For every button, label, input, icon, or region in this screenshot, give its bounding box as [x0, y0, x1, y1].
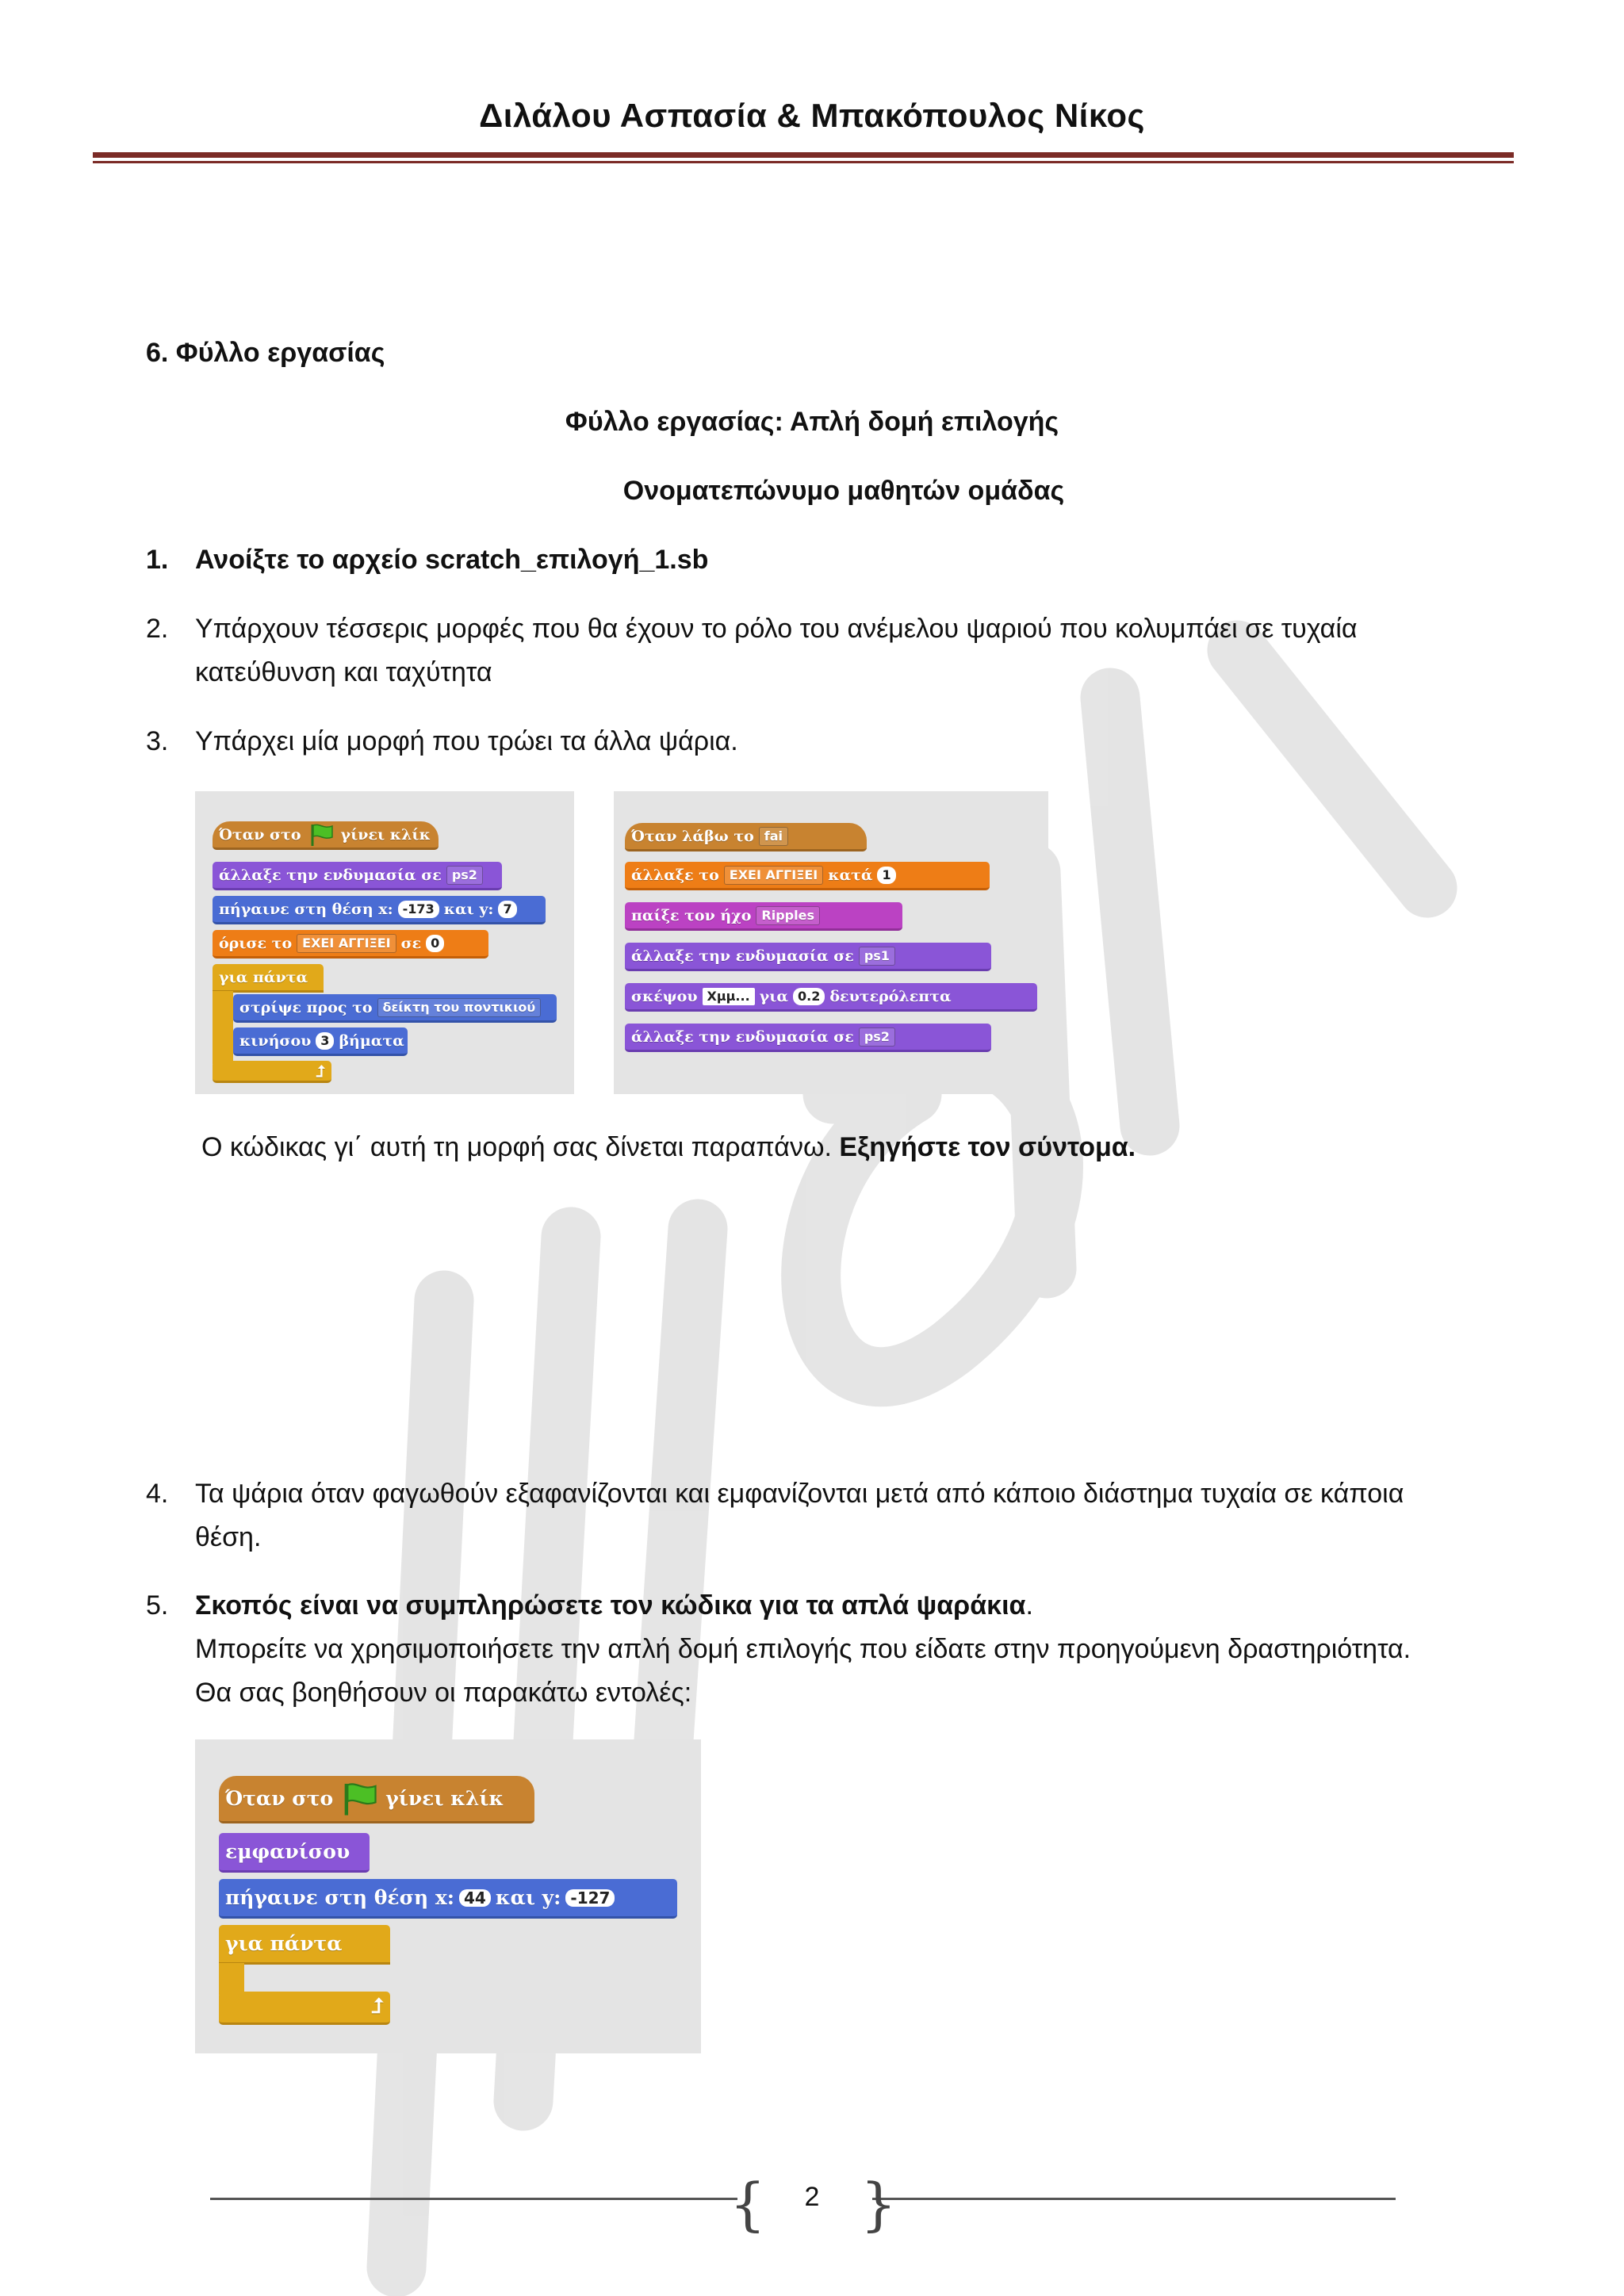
block-label: και y:: [443, 900, 494, 918]
show-block: [219, 1833, 370, 1873]
block-label: γίνει κλίκ: [385, 1787, 504, 1810]
change-variable-block: [625, 862, 990, 890]
loop-arrow-icon: ⮥: [316, 1061, 325, 1081]
forever-block-bottom: [219, 1992, 390, 2025]
item-number: 3.: [146, 726, 169, 756]
header-title: Διλάλου Ασπασία & Μπακόπουλος Νίκος: [479, 97, 1145, 134]
y-input: 7: [498, 901, 516, 918]
block-label: βήματα: [339, 1031, 404, 1050]
student-names-label: Ονοματεπώνυμο μαθητών ομάδας: [622, 476, 1065, 506]
block-label: παίξε τον ήχο: [631, 906, 752, 924]
block-label: σκέψου: [631, 987, 698, 1005]
item-number: 4.: [146, 1479, 169, 1509]
block-label: άλλαξε την ενδυμασία σε: [631, 1027, 854, 1046]
switch-costume-block: [625, 1024, 991, 1052]
x-input: 44: [459, 1889, 491, 1907]
switch-costume-block: [625, 943, 991, 971]
block-label: για πάντα: [225, 1932, 343, 1955]
block-label: πήγαινε στη θέση x:: [225, 1886, 455, 1909]
scratch-script-screenshot: [195, 1739, 701, 2053]
go-to-xy-block: [213, 896, 546, 924]
seconds-input: 0.2: [793, 988, 825, 1005]
item-number: 1.: [146, 545, 169, 575]
think-text-input: Χμμ...: [703, 988, 755, 1005]
y-input: -127: [565, 1889, 615, 1907]
x-input: -173: [398, 901, 439, 918]
value-input: 1: [877, 867, 895, 884]
worksheet-title: Φύλλο εργασίας: Απλή δομή επιλογής: [565, 407, 1059, 437]
block-label: στρίψε προς το: [239, 998, 373, 1016]
green-flag-icon: [308, 823, 335, 847]
explain-prompt: Ο κώδικας γι΄ αυτή τη μορφή σας δίνεται παραπάνω.: [201, 1132, 832, 1162]
block-label: για: [759, 987, 789, 1005]
variable-dropdown: ΕΧΕΙ ΑΓΓΙΞΕΙ: [297, 934, 396, 953]
footer-brace-left: {: [730, 2171, 766, 2237]
receive-message-hat-block: [625, 823, 867, 851]
sound-dropdown: Ripples: [756, 906, 820, 925]
item-number: 2.: [146, 614, 169, 644]
item-text: Υπάρχει μία μορφή που τρώει τα άλλα ψάρια.: [195, 726, 738, 756]
item-goal-end: .: [1025, 1590, 1033, 1621]
block-label: γίνει κλίκ: [340, 825, 431, 844]
message-dropdown: fai: [759, 827, 788, 846]
event-hat-block: [219, 1776, 534, 1823]
page-number: 2: [804, 2182, 820, 2212]
header-rule-thin: [93, 161, 1514, 163]
block-label: όρισε το: [219, 934, 293, 952]
steps-input: 3: [316, 1032, 334, 1050]
green-flag-icon: [339, 1781, 379, 1816]
block-label: Όταν λάβω το: [631, 827, 754, 845]
scratch-script-screenshot: [614, 791, 1048, 1094]
switch-costume-block: [213, 862, 502, 890]
block-label: κινήσου: [239, 1031, 312, 1050]
costume-dropdown: ps2: [859, 1027, 895, 1047]
item-text: θέση.: [195, 1522, 262, 1552]
costume-dropdown: ps2: [446, 866, 483, 885]
block-label: άλλαξε την ενδυμασία σε: [631, 947, 854, 965]
forever-block-arm: [219, 1963, 244, 1995]
block-label: άλλαξε την ενδυμασία σε: [219, 866, 442, 884]
footer-brace-right: }: [860, 2171, 897, 2237]
set-variable-block: [213, 930, 488, 959]
forever-block-arm: [213, 991, 233, 1064]
item-text: Υπάρχουν τέσσερις μορφές που θα έχουν το ρόλο του ανέμελου ψαριού που κολυμπάει σε τυχαία: [195, 614, 1358, 644]
item-text: Μπορείτε να χρησιμοποιήσετε την απλή δομή επιλογής που είδατε στην προηγούμενη δραστηριότητα.: [195, 1634, 1411, 1664]
play-sound-block: [625, 902, 902, 931]
block-label: πήγαινε στη θέση x:: [219, 900, 393, 918]
item-text: Τα ψάρια όταν φαγωθούν εξαφανίζονται και εμφανίζονται μετά από κάποιο διάστημα τυχαία σε κάποια: [195, 1479, 1404, 1509]
scratch-script-screenshot: [195, 791, 574, 1094]
item-number: 5.: [146, 1590, 169, 1621]
item-text: Ανοίξτε το αρχείο scratch_επιλογή_1.sb: [195, 545, 709, 575]
explain-instruction: Εξηγήστε τον σύντομα.: [839, 1132, 1136, 1162]
value-input: 0: [426, 935, 444, 952]
explain-text: [201, 1126, 1136, 1169]
go-to-xy-block: [219, 1879, 677, 1919]
block-label: άλλαξε το: [631, 866, 719, 884]
block-label: Όταν στο: [225, 1787, 334, 1810]
item-goal: Σκοπός είναι να συμπληρώσετε τον κώδικα για τα απλά ψαράκια: [195, 1590, 1026, 1621]
item-text: [195, 1584, 1033, 1628]
block-label: Όταν στο: [219, 825, 301, 844]
forever-block-bottom: [213, 1061, 331, 1083]
costume-dropdown: ps1: [859, 947, 895, 966]
forever-block: [219, 1925, 390, 1965]
item-text: Θα σας βοηθήσουν οι παρακάτω εντολές:: [195, 1678, 692, 1708]
think-for-secs-block: [625, 983, 1037, 1012]
section-title: 6. Φύλλο εργασίας: [146, 338, 385, 368]
point-towards-block: [233, 994, 557, 1023]
move-steps-block: [233, 1027, 408, 1056]
block-label: εμφανίσου: [225, 1840, 350, 1863]
block-label: κατά: [828, 866, 873, 884]
block-label: για πάντα: [219, 968, 308, 986]
variable-dropdown: ΕΧΕΙ ΑΓΓΙΞΕΙ: [724, 866, 823, 885]
forever-block: [213, 964, 324, 993]
event-hat-block: [213, 821, 439, 850]
loop-arrow-icon: ⮥: [371, 1995, 384, 2019]
target-dropdown: δείκτη του ποντικιού: [377, 998, 542, 1017]
item-text: κατεύθυνση και ταχύτητα: [195, 657, 492, 687]
header-rule: [93, 152, 1514, 158]
block-label: δευτερόλεπτα: [829, 987, 952, 1005]
block-label: και y:: [495, 1886, 561, 1909]
block-label: σε: [400, 934, 422, 952]
